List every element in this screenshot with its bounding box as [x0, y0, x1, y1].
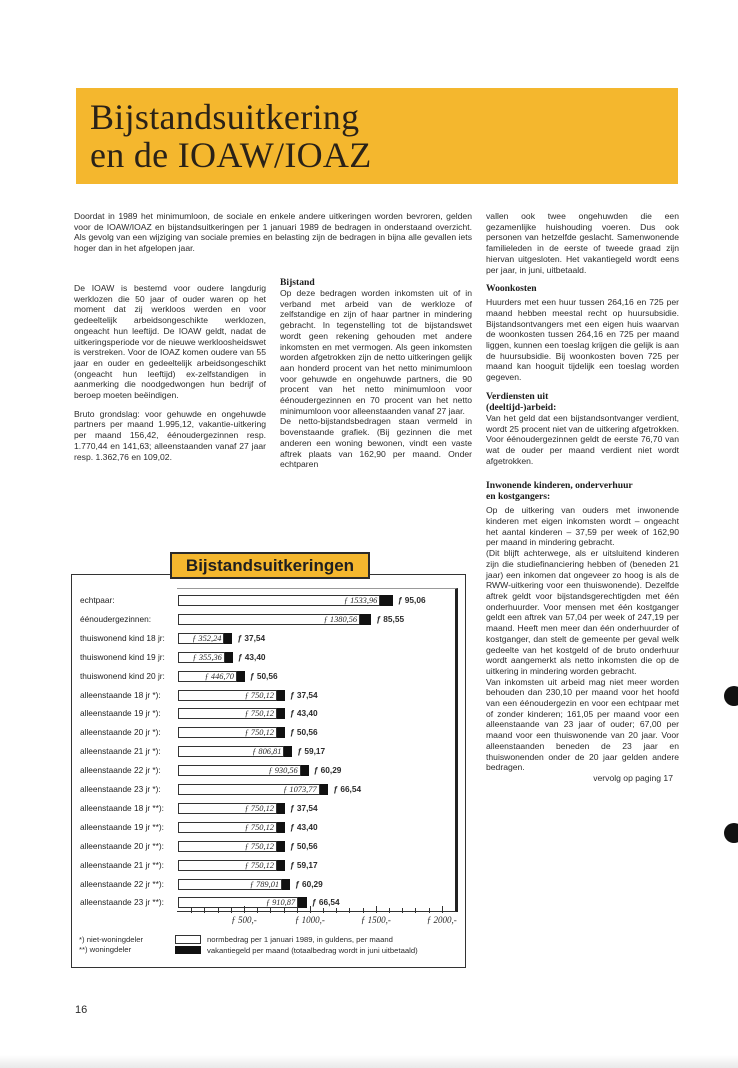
row-label: thuiswonend kind 20 jr: [80, 670, 165, 681]
bar-label-normbedrag: ƒ 355,36 [192, 652, 222, 662]
row-label: alleenstaande 21 jr *): [80, 746, 161, 757]
punch-hole-lower [724, 686, 738, 706]
row-label: alleenstaande 18 jr *): [80, 689, 161, 700]
row-label: alleenstaande 19 jr **): [80, 821, 164, 832]
row-label: alleenstaande 19 jr *): [80, 708, 161, 719]
bar-vakantiegeld [277, 803, 285, 814]
x-tick-label: ƒ 2000,- [426, 915, 457, 925]
x-tick [376, 906, 377, 913]
bijstand-paragraph: Op deze bedragen worden inkomsten uit of in verband met arbeid van de werkloze of zelfstandige en zijn of haar partner in mindering gebracht. In tegenstelling tot de bijstandswet wordt geen rekening gehouden met andere inkomsten en met vermogen. Als geen inkomsten worden afgetrokken zijn de netto uitkeringen gelijk aan honderd procent van het netto minimumloon voor gehuwde en ongehuwde partners, die 90 procent van het netto minimumloon voor éénoudergezinnen en 70 procent van het netto minimumloon voor alleenstaanden vanaf 27 jaar. [280, 288, 472, 416]
row-label: alleenstaande 23 jr **): [80, 897, 164, 908]
bar-vakantiegeld [298, 897, 307, 908]
x-tick [310, 906, 311, 913]
verdiensten-heading-line-1: Verdiensten uit [486, 390, 549, 402]
x-tick [349, 908, 350, 913]
bar-label-vakantiegeld: ƒ 43,40 [289, 821, 318, 832]
legend-swatch-vakantiegeld [175, 946, 201, 954]
inwonende-heading-line-2: en kostgangers: [486, 491, 551, 503]
x-tick [191, 908, 192, 913]
x-tick [297, 908, 298, 913]
bar-label-normbedrag: ƒ 910,87 [265, 898, 296, 908]
bar-vakantiegeld [277, 690, 285, 701]
bar-vakantiegeld [277, 727, 285, 738]
bar-label-vakantiegeld: ƒ 37,54 [237, 632, 266, 643]
x-tick [218, 908, 219, 913]
bar-vakantiegeld [380, 595, 393, 606]
verdiensten-paragraph: Van het geld dat een bijstandsontvanger verdient, wordt 25 procent niet van de uitkering afgetrokken. Voor éénoudergezinnen geldt de eerste 76,70 van wat de ouder per maand verdient niet wordt afgetrokken. [486, 412, 679, 466]
x-tick [204, 908, 205, 913]
x-tick [284, 908, 285, 913]
bar-label-normbedrag: ƒ 750,12 [244, 709, 274, 719]
row-label: echtpaar: [80, 595, 115, 605]
bar-label-vakantiegeld: ƒ 66,54 [311, 897, 340, 908]
bar-label-normbedrag: ƒ 750,12 [244, 822, 274, 832]
bar-label-vakantiegeld: ƒ 37,54 [289, 802, 318, 813]
bar-label-vakantiegeld: ƒ 43,40 [237, 651, 266, 662]
bar-label-normbedrag: ƒ 750,12 [244, 728, 274, 738]
row-label: éénoudergezinnen: [80, 613, 152, 624]
bar-label-vakantiegeld: ƒ 37,54 [289, 689, 318, 700]
intro-paragraph: Doordat in 1989 het minimumloon, de sociale en enkele andere uitkeringen worden bevroren, gelden voor de IOAW/IOAZ en bijstandsuitkeringen per 1 januari 1989 de bedragen in onderstaand overzicht. Als gevolg van een wijziging van sociale premies en belasting zijn de bedragen in bijna alle gevallen iets hoger dan in het afgelopen jaar. [74, 211, 472, 254]
bar-vakantiegeld [301, 765, 309, 776]
bar-vakantiegeld [320, 784, 329, 795]
footnote-woningdeler: **) woningdeler [79, 944, 132, 954]
legend-vakantiegeld: vakantiegeld per maand (totaalbedrag wordt in juni uitbetaald) [207, 945, 418, 955]
bar-label-vakantiegeld: ƒ 50,56 [289, 840, 318, 851]
x-tick [336, 908, 337, 913]
bar-label-normbedrag: ƒ 750,12 [244, 860, 274, 870]
legend-swatch-normbedrag [175, 935, 201, 944]
bar-label-normbedrag: ƒ 806,81 [252, 747, 282, 757]
punch-hole-upper [724, 823, 738, 843]
x-tick [389, 908, 390, 913]
inwonende-paragraph: Op de uitkering van ouders met inwonende kinderen met eigen inkomsten wordt – ongeacht het aantal kinderen – 37,59 per week of 162,90 per maand in mindering gebracht. [486, 505, 679, 548]
footnote-niet-woningdeler: *) niet-woningdeler [79, 935, 144, 944]
legend-normbedrag: normbedrag per 1 januari 1989, in guldens, per maand [207, 935, 393, 944]
bar-vakantiegeld [225, 652, 233, 663]
x-tick [257, 908, 258, 913]
woonkosten-heading: Woonkosten [486, 283, 537, 295]
bar-label-normbedrag: ƒ 750,12 [244, 803, 274, 813]
x-axis [177, 911, 456, 912]
x-tick [323, 908, 324, 913]
row-label: alleenstaande 23 jr *): [80, 784, 161, 794]
inkomsten-arbeid-paragraph: Van inkomsten uit arbeid mag niet meer worden behouden dan 230,10 per maand voor het hoofd van een éénoudergezin en voor een echtpaar met of zonder kinderen; 161,05 per maand voor een alleenstaande van 23 jaar of ouder; 67,00 per maand voor een thuiswonende van 20 jaar. Voor alleenstaanden beneden de 23 jaar en thuiswonenden onder de 20 jaar gelden andere bedragen. [486, 676, 679, 773]
bar-vakantiegeld [277, 860, 285, 871]
legend-footnotes [79, 935, 143, 954]
bar-vakantiegeld [277, 708, 285, 719]
woonkosten-paragraph: Huurders met een huur tussen 264,16 en 725 per maand hebben meestal recht op huursubsidie. Bijstandsontvangers met een eigen huis waarvan de woonkosten tussen 264,16 en 725 per maand liggen, kunnen een toeslag krijgen die gelijk is aan de huursubsidie. Bij woonkosten boven 725 per maand kan hooguit tijdelijk een toeslag worden gegeven. [486, 297, 679, 383]
x-tick [270, 908, 271, 913]
x-tick-label: ƒ 500,- [231, 915, 257, 925]
bar-label-normbedrag: ƒ 446,70 [204, 671, 234, 681]
bar-label-normbedrag: ƒ 750,12 [244, 690, 274, 700]
row-label: alleenstaande 22 jr *): [80, 765, 161, 776]
bar-vakantiegeld [224, 633, 232, 644]
bar-label-vakantiegeld: ƒ 50,56 [249, 670, 278, 681]
x-tick [429, 908, 430, 913]
bar-vakantiegeld [360, 614, 371, 625]
x-tick [415, 908, 416, 913]
title-line-2: en de IOAW/IOAZ [90, 135, 372, 175]
bar-vakantiegeld [277, 841, 285, 852]
bar-label-vakantiegeld: ƒ 66,54 [333, 784, 362, 794]
page-bottom-shade [0, 1055, 738, 1068]
studiefinanciering-paragraph: (Dit blijft achterwege, als er uitsluitend kinderen zijn die studiefinanciering hebben of (beneden 21 jaar) een inkomen dat ongeveer zo hoog is als de RWW-uitkering voor een thuiswonende). Dezelfde aftrek geldt voor bijstandsgerechtigden met één onderhuurder. Voor mensen met één kostganger geldt een aftrek van 57,04 per week of 247,19 per maand. Heeft men meer dan één onderhuurder of kostganger, dan stelt de gemeente per geval welk gedeelte van het kostgeld of de bruto onderhuur wordt aangemerkt als netto inkomsten die op de uitkering in mindering worden gebracht. [486, 548, 679, 676]
row-label: alleenstaande 22 jr **): [80, 878, 164, 889]
row-label: thuiswonend kind 19 jr: [80, 651, 165, 662]
bar-label-normbedrag: ƒ 789,01 [249, 879, 280, 889]
bar-label-vakantiegeld: ƒ 59,17 [297, 746, 326, 757]
bar-label-vakantiegeld: ƒ 43,40 [289, 708, 318, 719]
page-title [90, 98, 372, 174]
page-number: 16 [75, 1004, 88, 1016]
x-tick [244, 906, 245, 913]
row-label: alleenstaande 20 jr **): [80, 840, 164, 851]
bar-label-vakantiegeld: ƒ 95,06 [397, 595, 426, 605]
echtparen-paragraph: vallen ook twee ongehuwden die een gezamenlijke huishouding voeren. Dus ook personen van hetzelfde geslacht. Samenwonende familieleden in de eerste of tweede graad zijn hiervan uitgesloten. Het vakantiegeld wordt eens per jaar, in juni, uitbetaald. [486, 211, 679, 275]
bar-label-vakantiegeld: ƒ 60,29 [313, 765, 342, 776]
bar-label-vakantiegeld: ƒ 50,56 [289, 727, 318, 738]
bar-label-vakantiegeld: ƒ 85,55 [376, 613, 405, 624]
column-2 [280, 277, 472, 470]
bar-vakantiegeld [237, 671, 245, 682]
inwonende-heading-line-1: Inwonende kinderen, onderverhuur [486, 480, 633, 492]
row-label: thuiswonend kind 18 jr: [80, 632, 165, 643]
x-tick [442, 906, 443, 913]
row-label: alleenstaande 18 jr **): [80, 802, 164, 813]
chart-title: Bijstandsuitkeringen [170, 552, 370, 579]
bar-label-normbedrag: ƒ 930,56 [268, 766, 298, 776]
x-tick [231, 908, 232, 913]
x-tick-label: ƒ 1500,- [360, 915, 391, 925]
bar-label-normbedrag: ƒ 352,24 [192, 633, 222, 643]
column-1 [74, 283, 266, 462]
x-tick [402, 908, 403, 913]
x-tick [363, 908, 364, 913]
bar-vakantiegeld [284, 746, 292, 757]
row-label: alleenstaande 20 jr *): [80, 727, 161, 738]
bar-label-vakantiegeld: ƒ 59,17 [289, 859, 318, 870]
bruto-grondslag-paragraph: Bruto grondslag: voor gehuwde en ongehuwde partners per maand 1.995,12, vakantie-uitkering per maand 156,42, éénoudergezinnen resp. 1.770,44 en 141,63; alleenstaanden vanaf 27 jaar resp. 1.362,76 en 109,02. [74, 408, 266, 462]
bar-label-vakantiegeld: ƒ 60,29 [295, 878, 323, 889]
bijstand-heading: Bijstand [280, 277, 315, 288]
netto-bijstand-paragraph: De netto-bijstandsbedragen staan vermeld in bovenstaande grafiek. (Bij gezinnen die met anderen een woning bewonen, vindt een vaste aftrek plaats van 162,90 per maand. Onder echtparen [280, 416, 472, 470]
ioaw-paragraph: De IOAW is bestemd voor oudere langdurig werklozen die 50 jaar of ouder waren op het moment dat zij werkloos werden en voor gedeeltelijk arbeidsongeschikte werklozen, ongeacht hun leeftijd. De IOAW geldt, nadat de uitkeringsperiode vor de nieuwe werkloosheidswet is verstreken. Voor de IOAZ komen oudere van 55 jaar en ouder en gedeeltelijk arbeidsongeschikt (ongeacht hun leeftijd) ex-zelfstandigen in aanmerking die noodgedwongen hun bedrijf of beroep moeten beëindigen. [74, 283, 266, 401]
column-3 [486, 211, 679, 784]
continued-note: vervolg op paging 17 [593, 772, 673, 783]
bar-label-normbedrag: ƒ 750,12 [244, 841, 274, 851]
x-tick-label: ƒ 1000,- [294, 915, 325, 925]
verdiensten-heading-line-2: (deeltijd-)arbeid: [486, 401, 557, 413]
row-label: alleenstaande 21 jr **): [80, 859, 164, 870]
bar-label-normbedrag: ƒ 1073,77 [283, 785, 317, 794]
bar-vakantiegeld [277, 822, 285, 833]
bar-label-normbedrag: ƒ 1380,56 [323, 614, 358, 624]
title-line-1: Bijstandsuitkering [90, 97, 360, 137]
bar-label-normbedrag: ƒ 1533,96 [343, 596, 378, 605]
bar-vakantiegeld [282, 879, 290, 890]
legend [175, 935, 418, 955]
